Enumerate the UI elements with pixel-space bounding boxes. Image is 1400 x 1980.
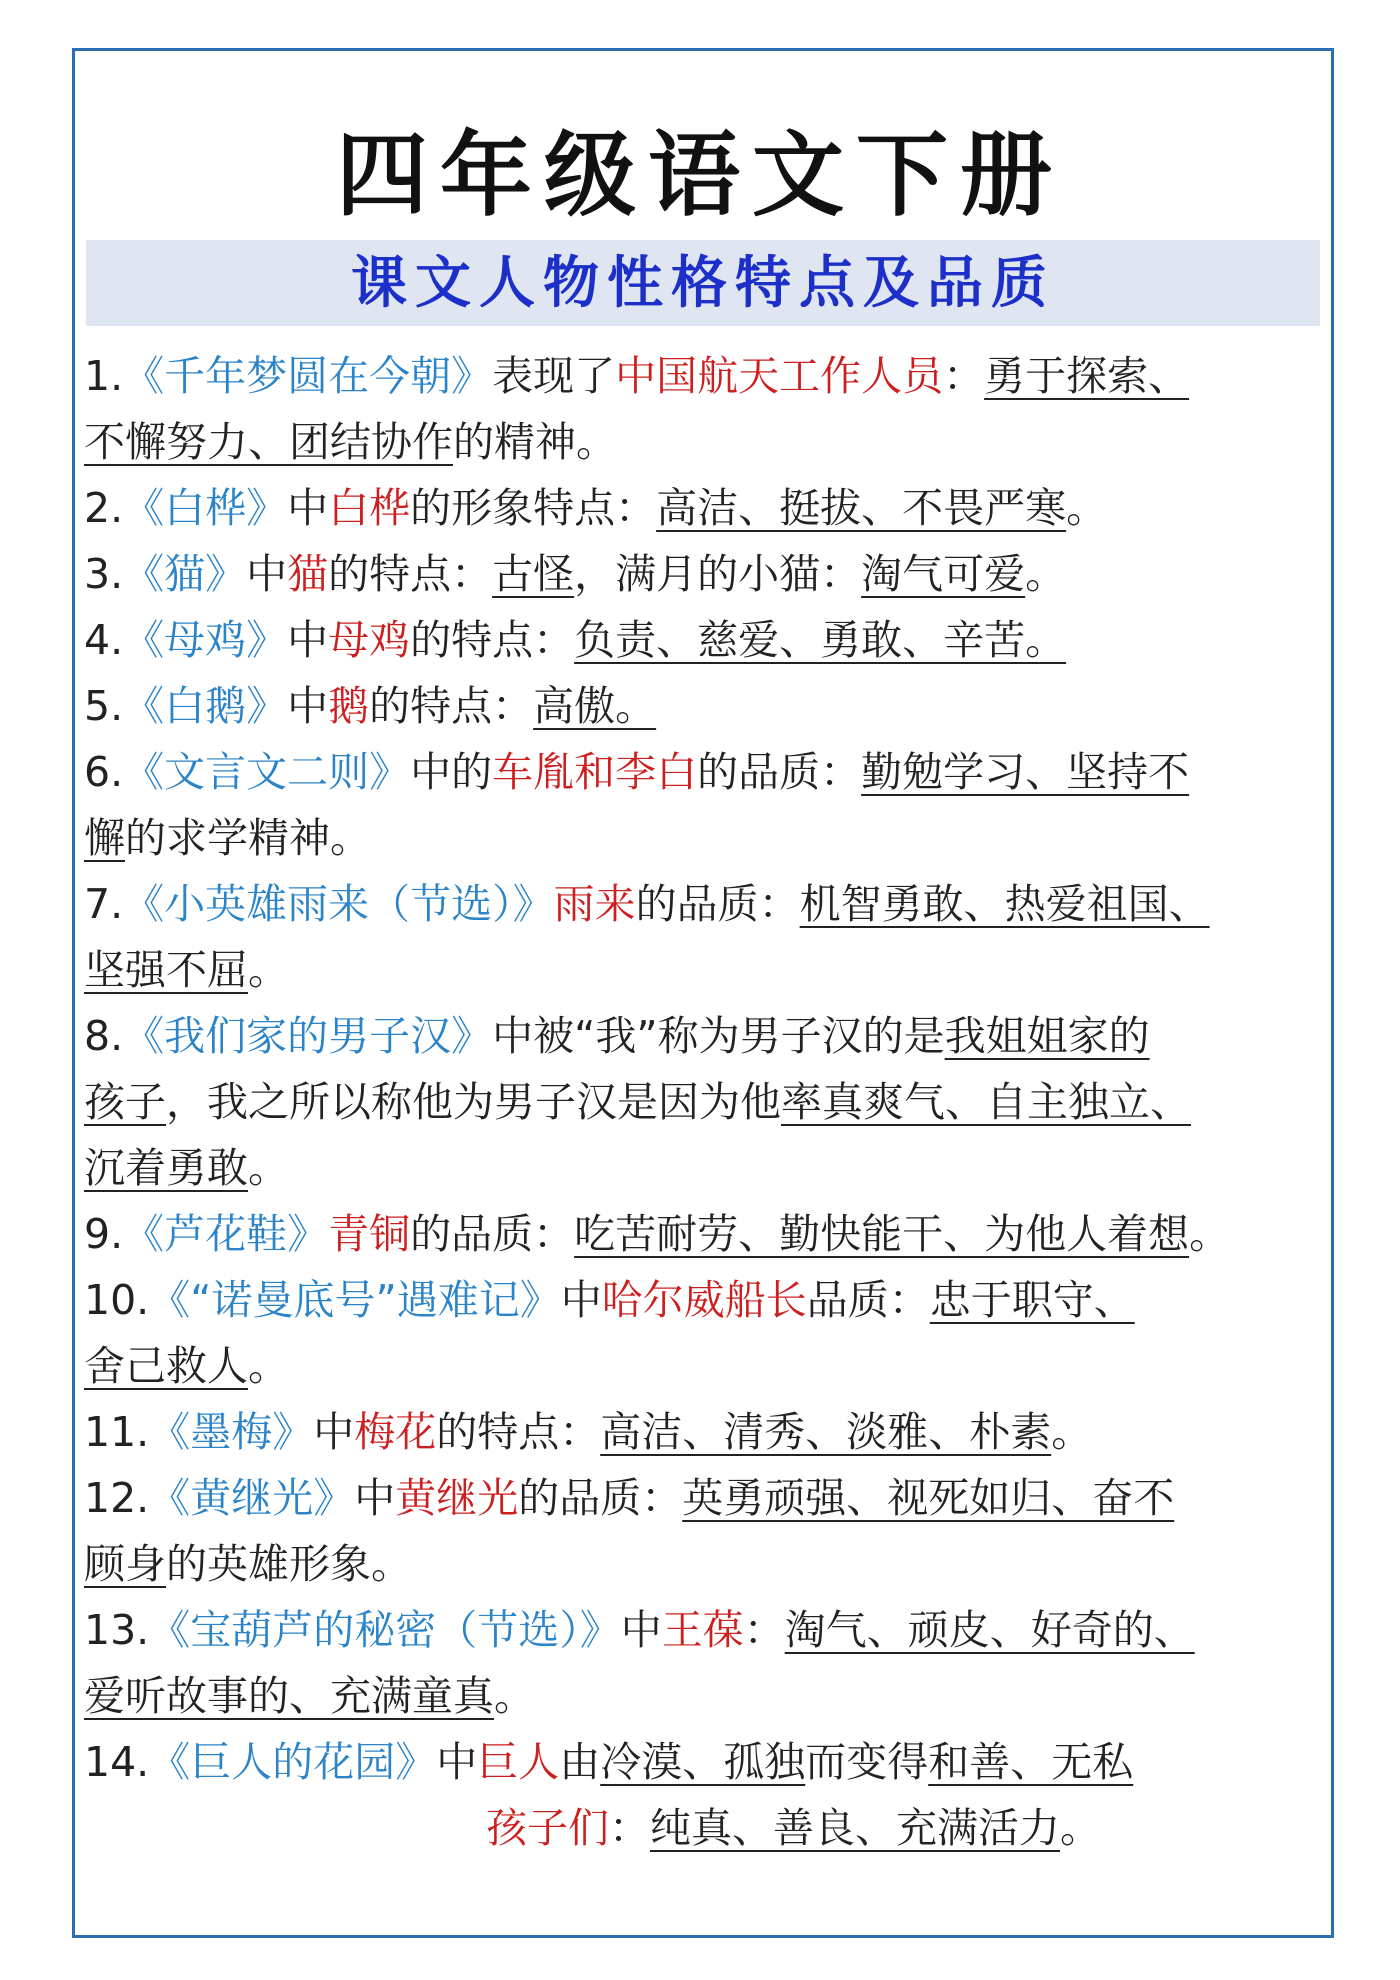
list-item	[84, 343, 1322, 409]
item-text: 的品质：	[697, 748, 862, 796]
character-name: 雨来	[553, 880, 636, 928]
book-title: 《母鸡》	[123, 616, 288, 664]
item-list	[84, 343, 1322, 1861]
trait-text: 高傲。	[533, 682, 657, 730]
item-text: 中	[436, 1738, 478, 1786]
list-item	[84, 673, 1322, 739]
list-item-continued	[84, 937, 1322, 1003]
item-text: ：	[609, 1804, 650, 1852]
list-item	[84, 871, 1322, 937]
item-text: ，满月的小猫：	[574, 550, 862, 598]
trait-text: 我姐姐家的	[944, 1012, 1150, 1060]
book-title: 《小英雄雨来（节选）》	[123, 880, 554, 928]
trait-text: 负责、慈爱、勇敢、辛苦。	[574, 616, 1067, 664]
item-text: 的品质：	[518, 1474, 683, 1522]
item-text: ：	[943, 352, 985, 400]
item-text: 。	[1025, 550, 1067, 598]
item-text: 的形象特点：	[410, 484, 657, 532]
item-text: 。	[248, 1342, 289, 1390]
trait-text: 勤勉学习、坚持不	[861, 748, 1190, 796]
trait-text: 吃苦耐劳、勤快能干、为他人着想	[574, 1210, 1190, 1258]
list-item	[84, 1399, 1322, 1465]
book-title: 《白鹅》	[123, 682, 288, 730]
item-text: 表现了	[492, 352, 616, 400]
list-item	[84, 541, 1322, 607]
list-item	[84, 1597, 1322, 1663]
list-item-continued	[84, 1531, 1322, 1597]
item-number: 7.	[84, 880, 124, 928]
book-title: 《墨梅》	[149, 1408, 314, 1456]
character-name: 哈尔威船长	[601, 1276, 807, 1324]
list-item-continued	[84, 1069, 1322, 1135]
trait-text: 孩子	[84, 1078, 166, 1126]
item-text: 的精神。	[453, 418, 617, 466]
trait-text: 古怪	[492, 550, 575, 598]
trait-text: 沉着勇敢	[84, 1144, 248, 1192]
trait-text: 淘气可爱	[861, 550, 1026, 598]
trait-text: 率真爽气、自主独立、	[781, 1078, 1191, 1126]
trait-text: 机智勇敢、热爱祖国、	[799, 880, 1210, 928]
item-text: 中被“我”称为男子汉的是	[492, 1012, 945, 1060]
item-text: 的特点：	[369, 682, 534, 730]
trait-text: 和善、无私	[928, 1738, 1134, 1786]
character-name: 白桦	[328, 484, 411, 532]
book-title: 《猫》	[123, 550, 247, 598]
page-subtitle: 课文人物性格特点及品质	[351, 250, 1055, 316]
item-number: 1.	[84, 352, 124, 400]
list-item-continued	[84, 409, 1322, 475]
book-title: 《我们家的男子汉》	[123, 1012, 493, 1060]
character-name: 梅花	[354, 1408, 437, 1456]
trait-text: 懈	[84, 814, 125, 862]
item-text: 。	[248, 1144, 289, 1192]
subtitle-band	[86, 240, 1320, 326]
item-text: 中	[620, 1606, 662, 1654]
item-number: 12.	[84, 1474, 150, 1522]
item-text: 的品质：	[410, 1210, 575, 1258]
item-number: 5.	[84, 682, 124, 730]
item-text: 。	[1189, 1210, 1231, 1258]
item-text: 。	[1051, 1408, 1093, 1456]
item-text: 的英雄形象。	[166, 1540, 412, 1588]
character-name: 青铜	[328, 1210, 411, 1258]
character-name: 猫	[287, 550, 329, 598]
item-text: 。	[494, 1672, 535, 1720]
trait-text: 纯真、善良、充满活力	[650, 1804, 1060, 1852]
book-title: 《宝葫芦的秘密（节选）》	[149, 1606, 621, 1654]
character-name: 黄继光	[395, 1474, 519, 1522]
list-item	[84, 475, 1322, 541]
character-name: 巨人	[477, 1738, 560, 1786]
item-text: 中	[246, 550, 288, 598]
item-number: 4.	[84, 616, 124, 664]
trait-text: 不懈努力、团结协作	[84, 418, 453, 466]
item-text: 中	[354, 1474, 396, 1522]
list-item	[84, 739, 1322, 805]
item-number: 14.	[84, 1738, 150, 1786]
item-text: ：	[743, 1606, 785, 1654]
list-item	[84, 1201, 1322, 1267]
trait-text: 英勇顽强、视死如归、奋不	[682, 1474, 1175, 1522]
trait-text: 爱听故事的、充满童真	[84, 1672, 494, 1720]
item-text: 中	[313, 1408, 355, 1456]
item-text: 。	[248, 946, 289, 994]
page-title: 四年级语文下册	[335, 121, 1064, 229]
list-item	[84, 607, 1322, 673]
item-text: 中	[287, 682, 329, 730]
item-text: 。	[1060, 1804, 1101, 1852]
book-title: 《白桦》	[123, 484, 288, 532]
character-name: 车胤和李白	[492, 748, 698, 796]
character-name: 王葆	[661, 1606, 744, 1654]
list-item	[84, 1465, 1322, 1531]
item-number: 3.	[84, 550, 124, 598]
item-number: 6.	[84, 748, 124, 796]
item-text: 由	[559, 1738, 601, 1786]
list-item-continued	[84, 1663, 1322, 1729]
list-item-continued	[84, 805, 1322, 871]
item-text: 的品质：	[635, 880, 800, 928]
item-text: 中	[560, 1276, 602, 1324]
item-text: 而变得	[805, 1738, 929, 1786]
item-number: 8.	[84, 1012, 124, 1060]
item-text: 的特点：	[436, 1408, 601, 1456]
trait-text: 坚强不屈	[84, 946, 248, 994]
book-title: 《文言文二则》	[123, 748, 411, 796]
book-title: 《黄继光》	[149, 1474, 355, 1522]
item-text: 。	[1066, 484, 1108, 532]
item-text: 中	[287, 616, 329, 664]
item-text: 品质：	[806, 1276, 930, 1324]
trait-text: 忠于职守、	[929, 1276, 1135, 1324]
trait-text: 高洁、清秀、淡雅、朴素	[600, 1408, 1052, 1456]
list-item-continued	[84, 1795, 1322, 1861]
item-text: 中	[287, 484, 329, 532]
character-name: 孩子们	[486, 1804, 609, 1852]
book-title: 《千年梦圆在今朝》	[123, 352, 493, 400]
trait-text: 淘气、顽皮、好奇的、	[784, 1606, 1195, 1654]
item-text: 中的	[410, 748, 493, 796]
trait-text: 勇于探索、	[984, 352, 1190, 400]
book-title: 《芦花鞋》	[123, 1210, 329, 1258]
character-name: 母鸡	[328, 616, 411, 664]
item-text: 的求学精神。	[125, 814, 371, 862]
list-item-continued	[84, 1135, 1322, 1201]
character-name: 鹅	[328, 682, 370, 730]
trait-text: 舍己救人	[84, 1342, 248, 1390]
item-number: 13.	[84, 1606, 150, 1654]
item-text: ，我之所以称他为男子汉是因为他	[166, 1078, 781, 1126]
item-text: 的特点：	[410, 616, 575, 664]
book-title: 《“诺曼底号”遇难记》	[149, 1276, 561, 1324]
item-number: 11.	[84, 1408, 150, 1456]
list-item	[84, 1267, 1322, 1333]
item-text: 的特点：	[328, 550, 493, 598]
trait-text: 冷漠、孤独	[600, 1738, 806, 1786]
list-item	[84, 1003, 1322, 1069]
item-number: 9.	[84, 1210, 124, 1258]
list-item-continued	[84, 1333, 1322, 1399]
trait-text: 顾身	[84, 1540, 166, 1588]
item-number: 2.	[84, 484, 124, 532]
list-item	[84, 1729, 1322, 1795]
character-name: 中国航天工作人员	[615, 352, 944, 400]
book-title: 《巨人的花园》	[149, 1738, 437, 1786]
item-number: 10.	[84, 1276, 150, 1324]
trait-text: 高洁、挺拔、不畏严寒	[656, 484, 1067, 532]
